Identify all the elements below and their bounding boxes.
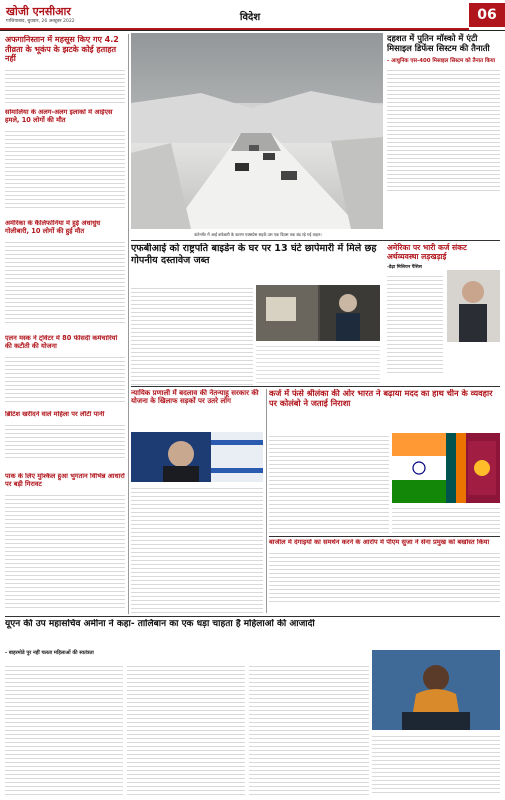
column-divider xyxy=(266,389,267,613)
body-text xyxy=(5,422,125,458)
srilanka-body-2 xyxy=(392,505,500,533)
headline: एलन मस्क ने ट्विटर में 80 फीसदी कर्मचारियों की कटौती की योजना xyxy=(5,335,118,350)
speaker-illustration xyxy=(372,650,500,730)
headline: अफगानिस्तान में महसूस किए गए 4.2 तीव्रता के भूकंप के झटके कोई हताहत नहीं xyxy=(5,35,119,64)
body-text xyxy=(372,733,500,795)
headline: न्यायिक प्रणाली में बदलाव की नेतन्याहू सरकार की योजना के खिलाफ सड़कों पर उतरे लोग xyxy=(131,389,259,406)
story-un-taliban xyxy=(5,619,500,647)
headline: पाक के लिए मुश्किल हुआ भुगतान विभिन्न आधारों पर बड़ी गिरावट xyxy=(5,473,125,488)
body-text xyxy=(5,354,125,402)
body-text xyxy=(5,492,125,608)
masthead xyxy=(0,0,505,31)
body-text xyxy=(387,273,443,373)
headline: सोमालिया के अलग-अलग इलाकों में आईएस हमले, 10 लोगों की मौत xyxy=(5,109,113,124)
section-rule xyxy=(131,386,500,387)
biden-body xyxy=(131,285,253,385)
body-text xyxy=(131,485,263,613)
headline: कर्ज में फंसे श्रीलंका की ओर भारत ने बढ़ाया मदद का हाथ चीन के व्यवहार पर कोलंबो ने जताई निराशा xyxy=(269,389,493,408)
headline: बाजील में दंगाइयों का समर्थन करने के आरोप में पीएम सुजा ने सेना प्रमुख को बर्खास्त किया xyxy=(269,539,490,546)
body-text xyxy=(269,433,389,533)
section-title: विदेश xyxy=(239,12,261,23)
un-body-3 xyxy=(249,663,369,795)
headline: एफबीआई को राष्ट्रपति बाइडेन के घर पर 13 घंटे छापेमारी में मिले छह गोपनीय दस्तावेज जब्त xyxy=(131,243,377,266)
page-number: 06 xyxy=(469,3,505,27)
un-body-2 xyxy=(127,663,245,795)
un-body-4 xyxy=(372,733,500,795)
body-text xyxy=(392,505,500,533)
netanyahu-photo xyxy=(131,432,263,482)
story-somalia xyxy=(5,109,125,215)
story-afghanistan xyxy=(5,35,125,105)
body-text xyxy=(5,663,123,795)
subheadline: - आधुनिक एस-400 मिसाइल सिस्टम को तैनात किया xyxy=(387,58,496,65)
snow-photo-caption: कंटेनमेंट में आई बर्फबारी के कारण एक्सप्रेस सड़कें उस एक दिवस तक बंद रहे गई वाहन। xyxy=(194,232,322,237)
headline: यूएन की उप महासचिव अमीना ने कहा- तालिबान का एक धड़ा चाहता है महिलाओं की आजादी xyxy=(5,619,315,629)
amina-mohammed-photo xyxy=(372,650,500,730)
netanyahu-body xyxy=(131,485,263,613)
story-pakistan xyxy=(5,473,125,613)
story-srilanka xyxy=(269,389,500,431)
body-text xyxy=(5,128,125,210)
un-body-1 xyxy=(5,663,123,795)
section-rule xyxy=(131,240,500,241)
story-british xyxy=(5,411,125,469)
byline: - बाहरमोडे पुर नहीं चलता महिलाओं की स्वतंत्रता xyxy=(5,650,94,656)
newspaper-logo: खोजी एनसीआर xyxy=(6,5,71,18)
israel-flag-illustration xyxy=(131,432,263,482)
story-biden xyxy=(131,243,383,283)
body-text xyxy=(269,550,500,604)
body-text xyxy=(249,663,369,795)
srilanka-body xyxy=(269,433,389,533)
snow-illustration xyxy=(131,33,383,229)
headline: ब्रिटिश खरीदने वाले महिला पर लौटी पानी xyxy=(5,411,105,418)
documents-illustration xyxy=(256,285,380,341)
flags-illustration xyxy=(392,433,500,503)
column-divider xyxy=(128,34,129,614)
body-text xyxy=(131,285,253,385)
headline: दहशत में पुतिन मॉस्को में एंटी मिसाइल डिफेंस सिस्टम की तैनाती xyxy=(387,33,490,54)
debt-photo xyxy=(447,270,500,342)
un-byline-block xyxy=(5,649,235,661)
headline: अमेरिका पर भारी कर्ज संकट अर्थव्यवस्था लड़खड़ाई xyxy=(387,243,467,262)
body-text xyxy=(127,663,245,795)
story-california xyxy=(5,220,125,330)
story-brazil xyxy=(269,539,500,613)
byline: -डेढ़ा मिलियन पैसिस xyxy=(387,265,422,271)
section-rule xyxy=(269,536,500,537)
issue-meta: गाजियाबाद, बुधवार, 26 अक्टूबर 2022 xyxy=(6,19,75,24)
story-musk xyxy=(5,335,125,407)
biden-documents-photo xyxy=(256,285,380,341)
body-text xyxy=(5,239,125,325)
masthead-rule xyxy=(0,28,469,30)
section-rule xyxy=(5,616,500,617)
body-text xyxy=(387,67,500,191)
headline: अमेरिका के कैलिफोर्निया में हुई अंधाधुंध गोलीबारी, 10 लोगों की हुई मौत xyxy=(5,220,101,235)
biden-photo-caption xyxy=(256,343,380,383)
filler-text xyxy=(5,67,125,105)
india-srilanka-flags-photo xyxy=(392,433,500,503)
person-illustration xyxy=(447,270,500,342)
story-putin xyxy=(387,33,500,239)
snow-road-photo xyxy=(131,33,383,229)
story-netanyahu xyxy=(131,389,263,429)
